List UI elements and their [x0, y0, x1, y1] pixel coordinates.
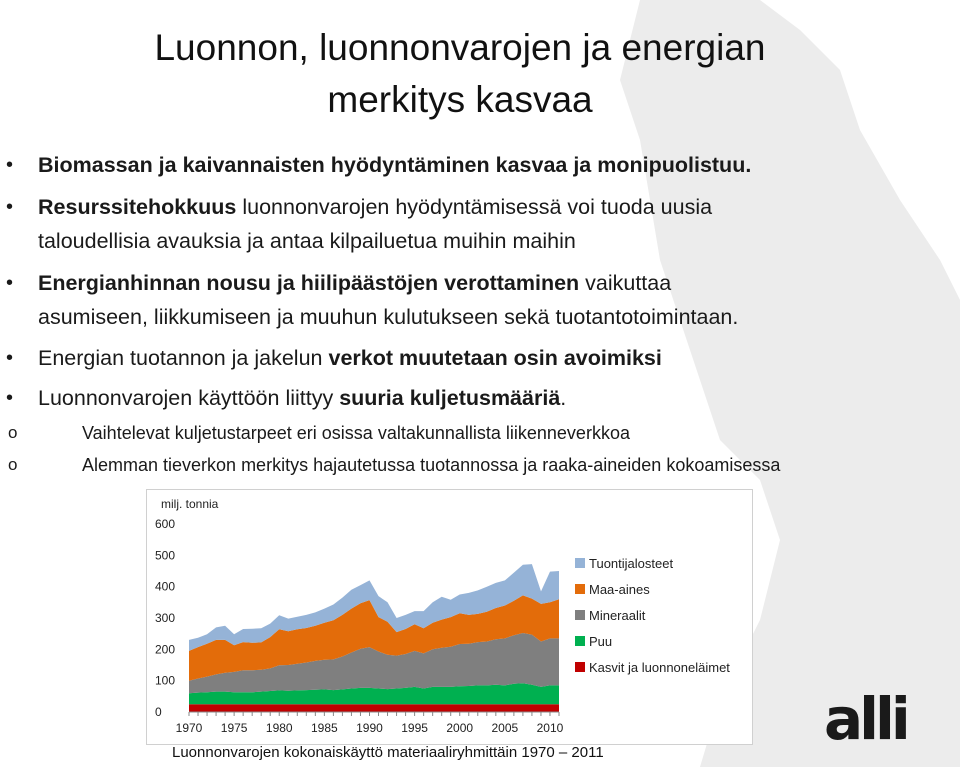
bullet-text	[38, 148, 938, 182]
legend-swatch	[575, 662, 585, 672]
y-tick-label: 600	[155, 517, 176, 531]
bullet-bold-part: suuria kuljetusmääriä	[339, 386, 561, 410]
x-tick-label: 2005	[491, 721, 519, 735]
bullet-text	[38, 300, 938, 334]
x-tick-label: 1995	[401, 721, 428, 735]
legend-label: Puu	[589, 634, 613, 649]
bullet-bold-part: Resurssitehokkuus	[38, 195, 237, 219]
bullet-text-part: taloudellisia avauksia ja antaa kilpailuetua muihin maihin	[38, 229, 576, 253]
y-tick-label: 200	[155, 642, 176, 657]
bullet-text	[38, 224, 938, 258]
bullet-bold-part: Biomassan ja kaivannaisten hyödyntäminen kasvaa ja monipuolistuu.	[38, 153, 752, 177]
slide-title	[60, 22, 860, 126]
sub-bullet-text: Alemman tieverkon merkitys hajautetussa tuotannossa ja raaka-aineiden kokoamisessa	[82, 455, 781, 475]
stacked-area-chart	[147, 490, 752, 744]
chart-caption: Luonnonvarojen kokonaiskäyttö materiaaliryhmittäin 1970 – 2011	[172, 744, 604, 761]
bullet-text-part: Energian tuotannon ja jakelun	[38, 346, 329, 370]
bullet-text-part: Luonnonvarojen käyttöön liittyy	[38, 386, 340, 410]
y-axis-label: milj. tonnia	[161, 497, 219, 511]
bullet-dot-icon: •	[6, 196, 14, 218]
sub-bullet-text: Vaihtelevat kuljetustarpeet eri osissa valtakunnallista liikenneverkkoa	[82, 423, 630, 443]
bullet-bold-part: Energianhinnan nousu ja hiilipäästöjen verottaminen	[38, 271, 580, 295]
legend-swatch	[575, 558, 585, 568]
bullet-dot-icon: •	[6, 154, 14, 176]
legend-label: Maa-aines	[589, 582, 650, 597]
x-tick-label: 2010	[536, 721, 564, 735]
bullet-text	[38, 341, 938, 375]
bullet-dot-icon: •	[6, 387, 14, 409]
x-tick-label: 1970	[175, 721, 203, 735]
x-tick-label: 1975	[220, 721, 248, 735]
y-tick-label: 0	[155, 705, 162, 719]
alli-logo: alli	[824, 685, 907, 753]
bullet-bold-part: verkot muutetaan osin avoimiksi	[328, 346, 662, 370]
legend-swatch	[575, 610, 585, 620]
slide-title-line-1: Luonnon, luonnonvarojen ja energian	[154, 27, 766, 68]
sub-bullet-marker: o	[8, 423, 18, 442]
slide-title-line-2: merkitys kasvaa	[327, 79, 593, 120]
x-tick-label: 1980	[265, 721, 293, 735]
chart-container	[146, 489, 753, 745]
y-tick-label: 500	[155, 548, 176, 563]
x-tick-label: 1985	[311, 721, 338, 735]
bullet-text-part: asumiseen, liikkumiseen ja muuhun kulutukseen sekä tuotantotoimintaan.	[38, 305, 739, 329]
sub-bullet-marker: o	[8, 455, 18, 474]
bullet-text-part: luonnonvarojen hyödyntämisessä voi tuoda uusia	[236, 195, 713, 219]
legend-label: Kasvit ja luonnoneläimet	[589, 660, 730, 675]
legend-label: Mineraalit	[589, 608, 646, 623]
bullet-text	[38, 266, 938, 300]
bullet-text-part: .	[560, 386, 567, 410]
y-tick-label: 100	[155, 673, 176, 688]
y-tick-label: 300	[155, 611, 176, 625]
bullet-text	[38, 381, 938, 415]
legend-swatch	[575, 636, 585, 646]
x-tick-label: 1990	[356, 721, 383, 735]
x-tick-label: 2000	[446, 721, 474, 735]
legend-label: Tuontijalosteet	[589, 556, 674, 571]
y-tick-label: 400	[155, 579, 176, 594]
bullet-text	[38, 190, 938, 224]
area-series	[189, 704, 559, 712]
bullet-text-part: vaikuttaa	[579, 271, 672, 295]
bullet-dot-icon: •	[6, 347, 14, 369]
legend-swatch	[575, 584, 585, 594]
bullet-dot-icon: •	[6, 272, 14, 294]
